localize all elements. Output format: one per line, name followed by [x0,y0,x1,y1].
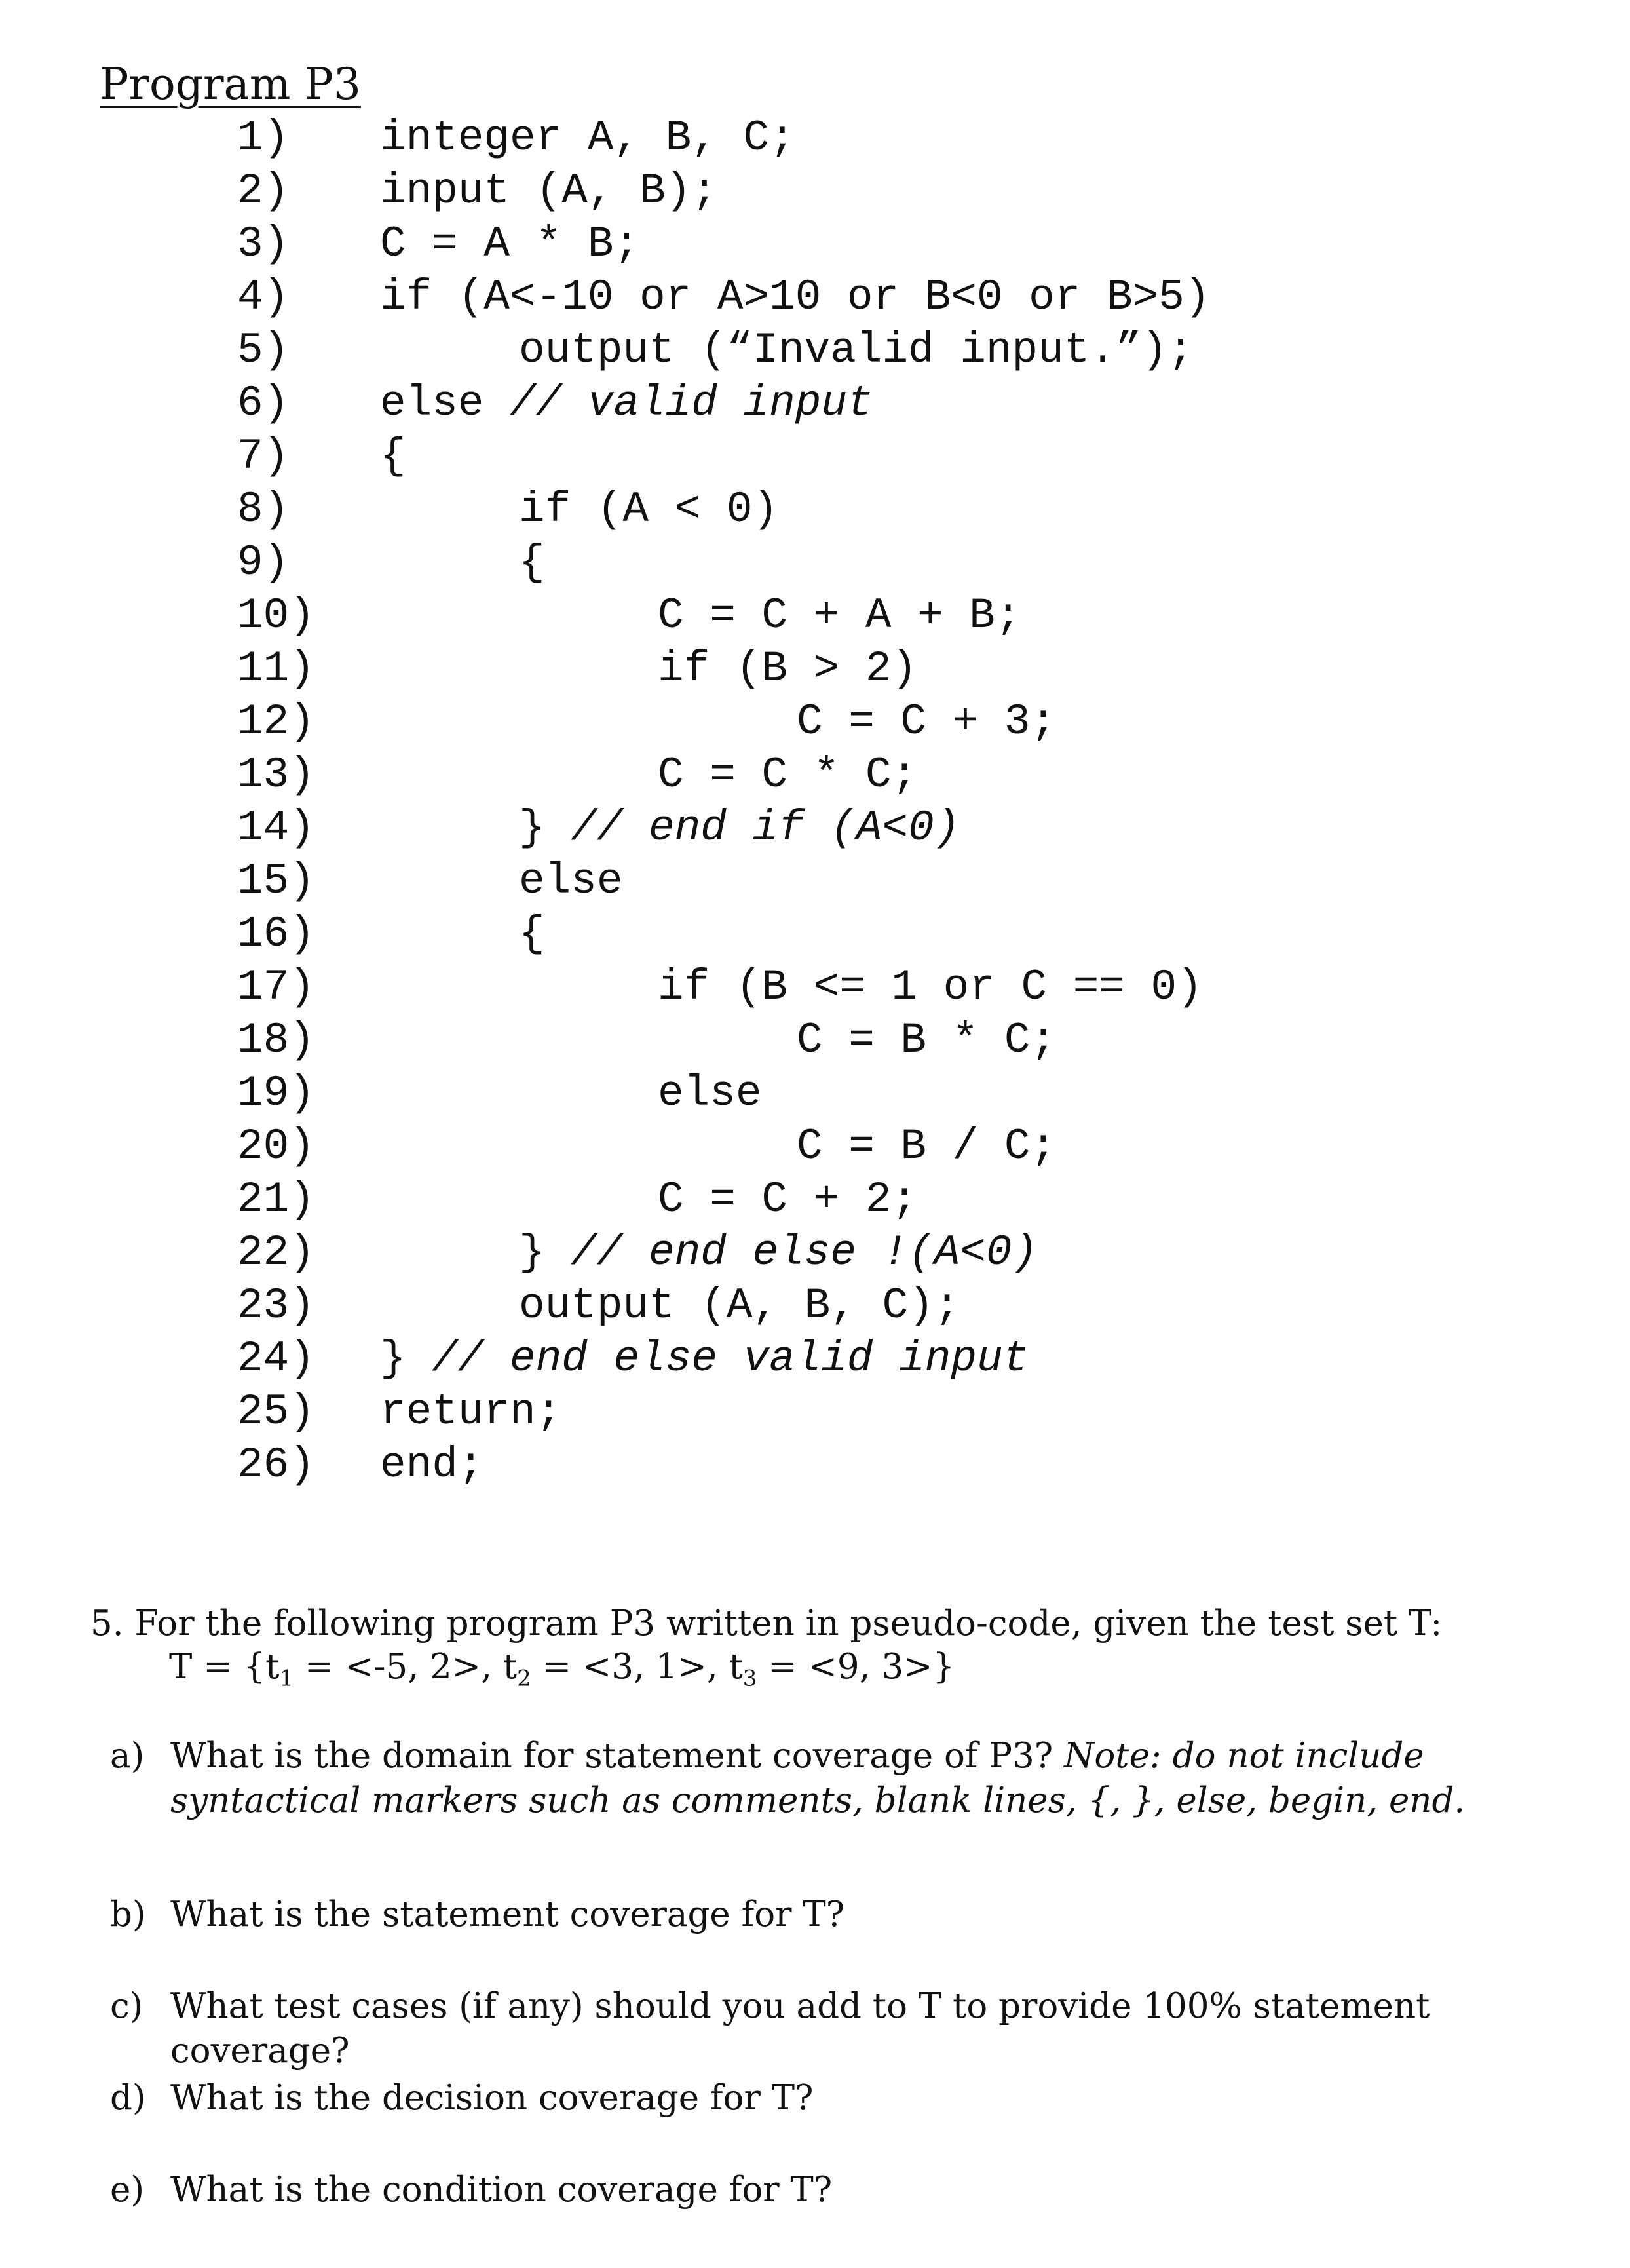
code-statement: C = B * C; [797,1016,1057,1065]
code-line [0,1438,1630,1491]
code-statement: C = C + 3; [797,697,1057,746]
code-statement: output (“Invalid input.”); [519,326,1194,375]
code-statement: input (A, B); [380,166,717,216]
code-statement: { [519,910,545,959]
question-label: e) [110,2170,145,2210]
test-set: $T = \{t_1 = <-5$, 2>, $t_2 = <3$, 1>, $t_3 = <9$, 3>} [169,1647,955,1692]
code-line [0,961,1630,1014]
code-line [0,1120,1630,1173]
code-statement: C = A * B; [380,220,640,269]
line-number: 24) [237,1334,315,1383]
code-line [0,642,1630,695]
code-statement: if (A<-10 or A>10 or B<0 or B>5) [380,273,1211,322]
code-line [0,111,1630,164]
code-line [0,1279,1630,1332]
line-number: 3) [237,220,290,269]
line-number: 11) [237,644,315,693]
program-title: Program P3 [100,59,361,109]
line-number: 16) [237,910,315,959]
code-statement: } // end else !(A<0) [519,1228,1038,1277]
question-note: Note: do not include syntactical markers such as comments, blank lines, {, }, else, begin, end. [170,1736,1466,1820]
code-statement: } // end if (A<0) [519,803,960,853]
code-statement: if (B > 2) [658,644,918,693]
code-statement: C = C + A + B; [658,591,1021,640]
line-number: 13) [237,750,315,799]
line-number: 22) [237,1228,315,1277]
code-line [0,1067,1630,1120]
line-number: 20) [237,1122,315,1171]
code-statement: integer A, B, C; [380,113,795,163]
line-number: 15) [237,856,315,906]
code-line [0,483,1630,536]
code-line [0,1226,1630,1279]
code-line [0,908,1630,961]
line-number: 23) [237,1281,315,1330]
code-line [0,324,1630,377]
code-line [0,164,1630,218]
code-statement: else [658,1069,762,1118]
code-line [0,218,1630,271]
line-number: 7) [237,432,290,481]
line-number: 8) [237,485,290,534]
line-number: 1) [237,113,290,163]
line-number: 6) [237,379,290,428]
code-line [0,589,1630,642]
code-statement: if (B <= 1 or C == 0) [658,963,1203,1012]
question-label: a) [110,1736,145,1776]
code-line [0,801,1630,855]
question-text: What is the statement coverage for T? [170,1894,845,1934]
code-statement: end; [380,1440,484,1490]
line-number: 14) [237,803,315,853]
line-number: 4) [237,273,290,322]
code-line [0,536,1630,589]
code-line [0,1014,1630,1067]
code-listing [0,111,1630,1491]
line-number: 2) [237,166,290,216]
code-statement: C = C + 2; [658,1175,918,1224]
line-number: 9) [237,538,290,587]
line-number: 25) [237,1387,315,1436]
line-number: 10) [237,591,315,640]
code-line [0,271,1630,324]
question-label: c) [110,1986,143,2026]
code-line [0,748,1630,801]
line-number: 5) [237,326,290,375]
question-text: What test cases (if any) should you add to T to provide 100% statement coverage? [170,1986,1430,2071]
code-statement: output (A, B, C); [519,1281,960,1330]
code-line [0,377,1630,430]
question-label: d) [110,2078,146,2118]
code-statement: { [519,538,545,587]
question-text: What is the decision coverage for T? [170,2078,814,2118]
question-label: b) [110,1894,146,1934]
code-statement: { [380,432,406,481]
code-statement: C = C * C; [658,750,918,799]
code-statement: else [519,856,623,906]
code-statement: return; [380,1387,562,1436]
line-number: 21) [237,1175,315,1224]
question-text: What is the condition coverage for T? [170,2170,833,2210]
code-statement: if (A < 0) [519,485,779,534]
code-line [0,695,1630,748]
question-text: What is the domain for statement coverage of P3? Note: do not include syntactical markers such as comments, blank lines, {, }, else, begin, end. [170,1736,1466,1820]
code-statement: C = B / C; [797,1122,1057,1171]
code-line [0,1173,1630,1226]
line-number: 17) [237,963,315,1012]
code-statement: else // valid input [380,379,873,428]
question-heading: 5. For the following program P3 written in pseudo-code, given the test set T: [90,1604,1443,1643]
code-statement: } // end else valid input [380,1334,1029,1383]
code-line [0,1332,1630,1385]
line-number: 19) [237,1069,315,1118]
code-line [0,1385,1630,1438]
line-number: 12) [237,697,315,746]
code-line [0,855,1630,908]
line-number: 26) [237,1440,315,1490]
code-line [0,430,1630,483]
line-number: 18) [237,1016,315,1065]
